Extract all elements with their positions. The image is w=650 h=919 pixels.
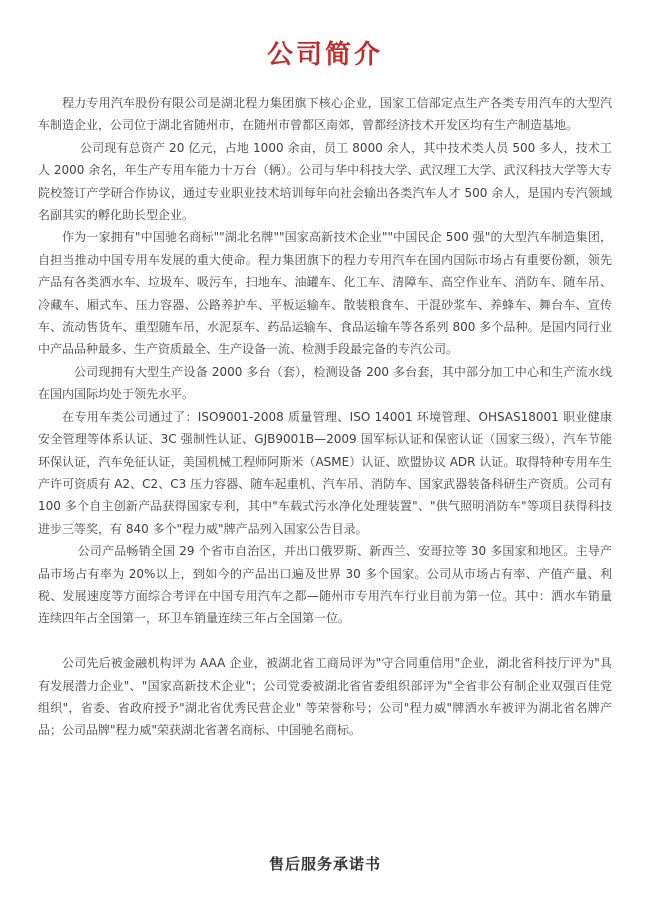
paragraph-brands-products: 作为一家拥有"中国驰名商标""湖北名牌""国家高新技术企业""中国民企 500 强"的大型汽车制造集团，自担当推动中国专用车发展的重大使命。程力集团旗下的程力专用汽车在国内国际市场占有重要份额，领先产品有各类洒水车、垃圾车、吸污车，扫地车、油罐车、化工车、清障车、高空作业车、消防车、随车吊、冷藏车、厢式车、压力容器、公路养护车、平板运输车、散装粮食车、干混砂浆车、养蜂车、舞台车、宣传车、流动售货车、重型随车吊，水泥泵车、药品运输车、食品运输车等各系列 800 多个品种。是国内同行业中产品品种最多、生产资质最全、生产设备一流、检测手段最完备的专汽公司。 — [38, 230, 612, 357]
page-title: 公司简介 — [266, 40, 383, 70]
paragraph-certifications: 在专用车类公司通过了：ISO9001-2008 质量管理、ISO 14001 环境管理、OHSAS18001 职业健康安全管理等体系认证、3C 强制性认证、GJB9001B—2009 国军标认证和保密认证（国家三级），汽车节能环保认证，汽车免征认证，美国机械工程师阿斯米（ASME）认证、欧盟协议 ADR 认证。取得特种专用车生产许可资质有 A2、C2、C3 压力容器、随车起重机、汽车吊、消防车、国家武器装备科研生产资质。公司有 100 多个自主创新产品获得国家专利，其中"车载式污水净化处理装置"、"供气照明消防车"等项目获得科技进步三等奖，有 840 多个"程力威"牌产品列入国家公告目录。 — [38, 409, 612, 536]
section-heading-after-sales-commitment: 售后服务承诺书 — [268, 855, 381, 873]
paragraph-equipment: 公司现拥有大型生产设备 2000 多台（套），检测设备 200 多台套，其中部分加工中心和生产流水线在国内国际均处于领先水平。 — [38, 364, 612, 402]
company-profile-body — [38, 92, 612, 742]
paragraph-honors: 公司先后被金融机构评为 AAA 企业，被湖北省工商局评为"守合同重信用"企业，湖北省科技厅评为"具有发展潜力企业"、"国家高新技术企业"；公司党委被湖北省省委组织部评为"全省非公有制企业双强百佳党组织"，省委、省政府授予"湖北省优秀民营企业" 等荣誉称号；公司"程力威"牌洒水车被评为湖北省名牌产品；公司品牌"程力威"荣获湖北省著名商标、中国驰名商标。 — [38, 656, 612, 738]
paragraph-market: 公司产品畅销全国 29 个省市自治区，并出口俄罗斯、新西兰、安哥拉等 30 多国家和地区。主导产品市场占有率为 20%以上，到如今的产品出口遍及世界 30 多个国家。公司从市场占有率、产值产量、利税、发展速度等方面综合考评在中国专用汽车之都—随州市专用汽车行业目前为第一位。其中：洒水车销量连续四年占全国第一，环卫车销量连续三年占全国第一位。 — [38, 544, 612, 626]
paragraph-assets: 公司现有总资产 20 亿元，占地 1000 余亩，员工 8000 余人，其中技术类人员 500 多人，技术工人 2000 余名，年生产专用车能力十万台（辆）。公司与华中科技大学、武汉理工大学、武汉科技大学等大专院校签订产学研合作协议，通过专业职业技术培训每年向社会输出各类汽车人才 500 余人，是国内专汽领域名副其实的孵化助长型企业。 — [38, 140, 612, 223]
paragraph-intro: 程力专用汽车股份有限公司是湖北程力集团旗下核心企业，国家工信部定点生产各类专用汽车的大型汽车制造企业，公司位于湖北省随州市，在随州市曾都区南郊，曾都经济技术开发区均有生产制造基地。 — [38, 96, 612, 133]
